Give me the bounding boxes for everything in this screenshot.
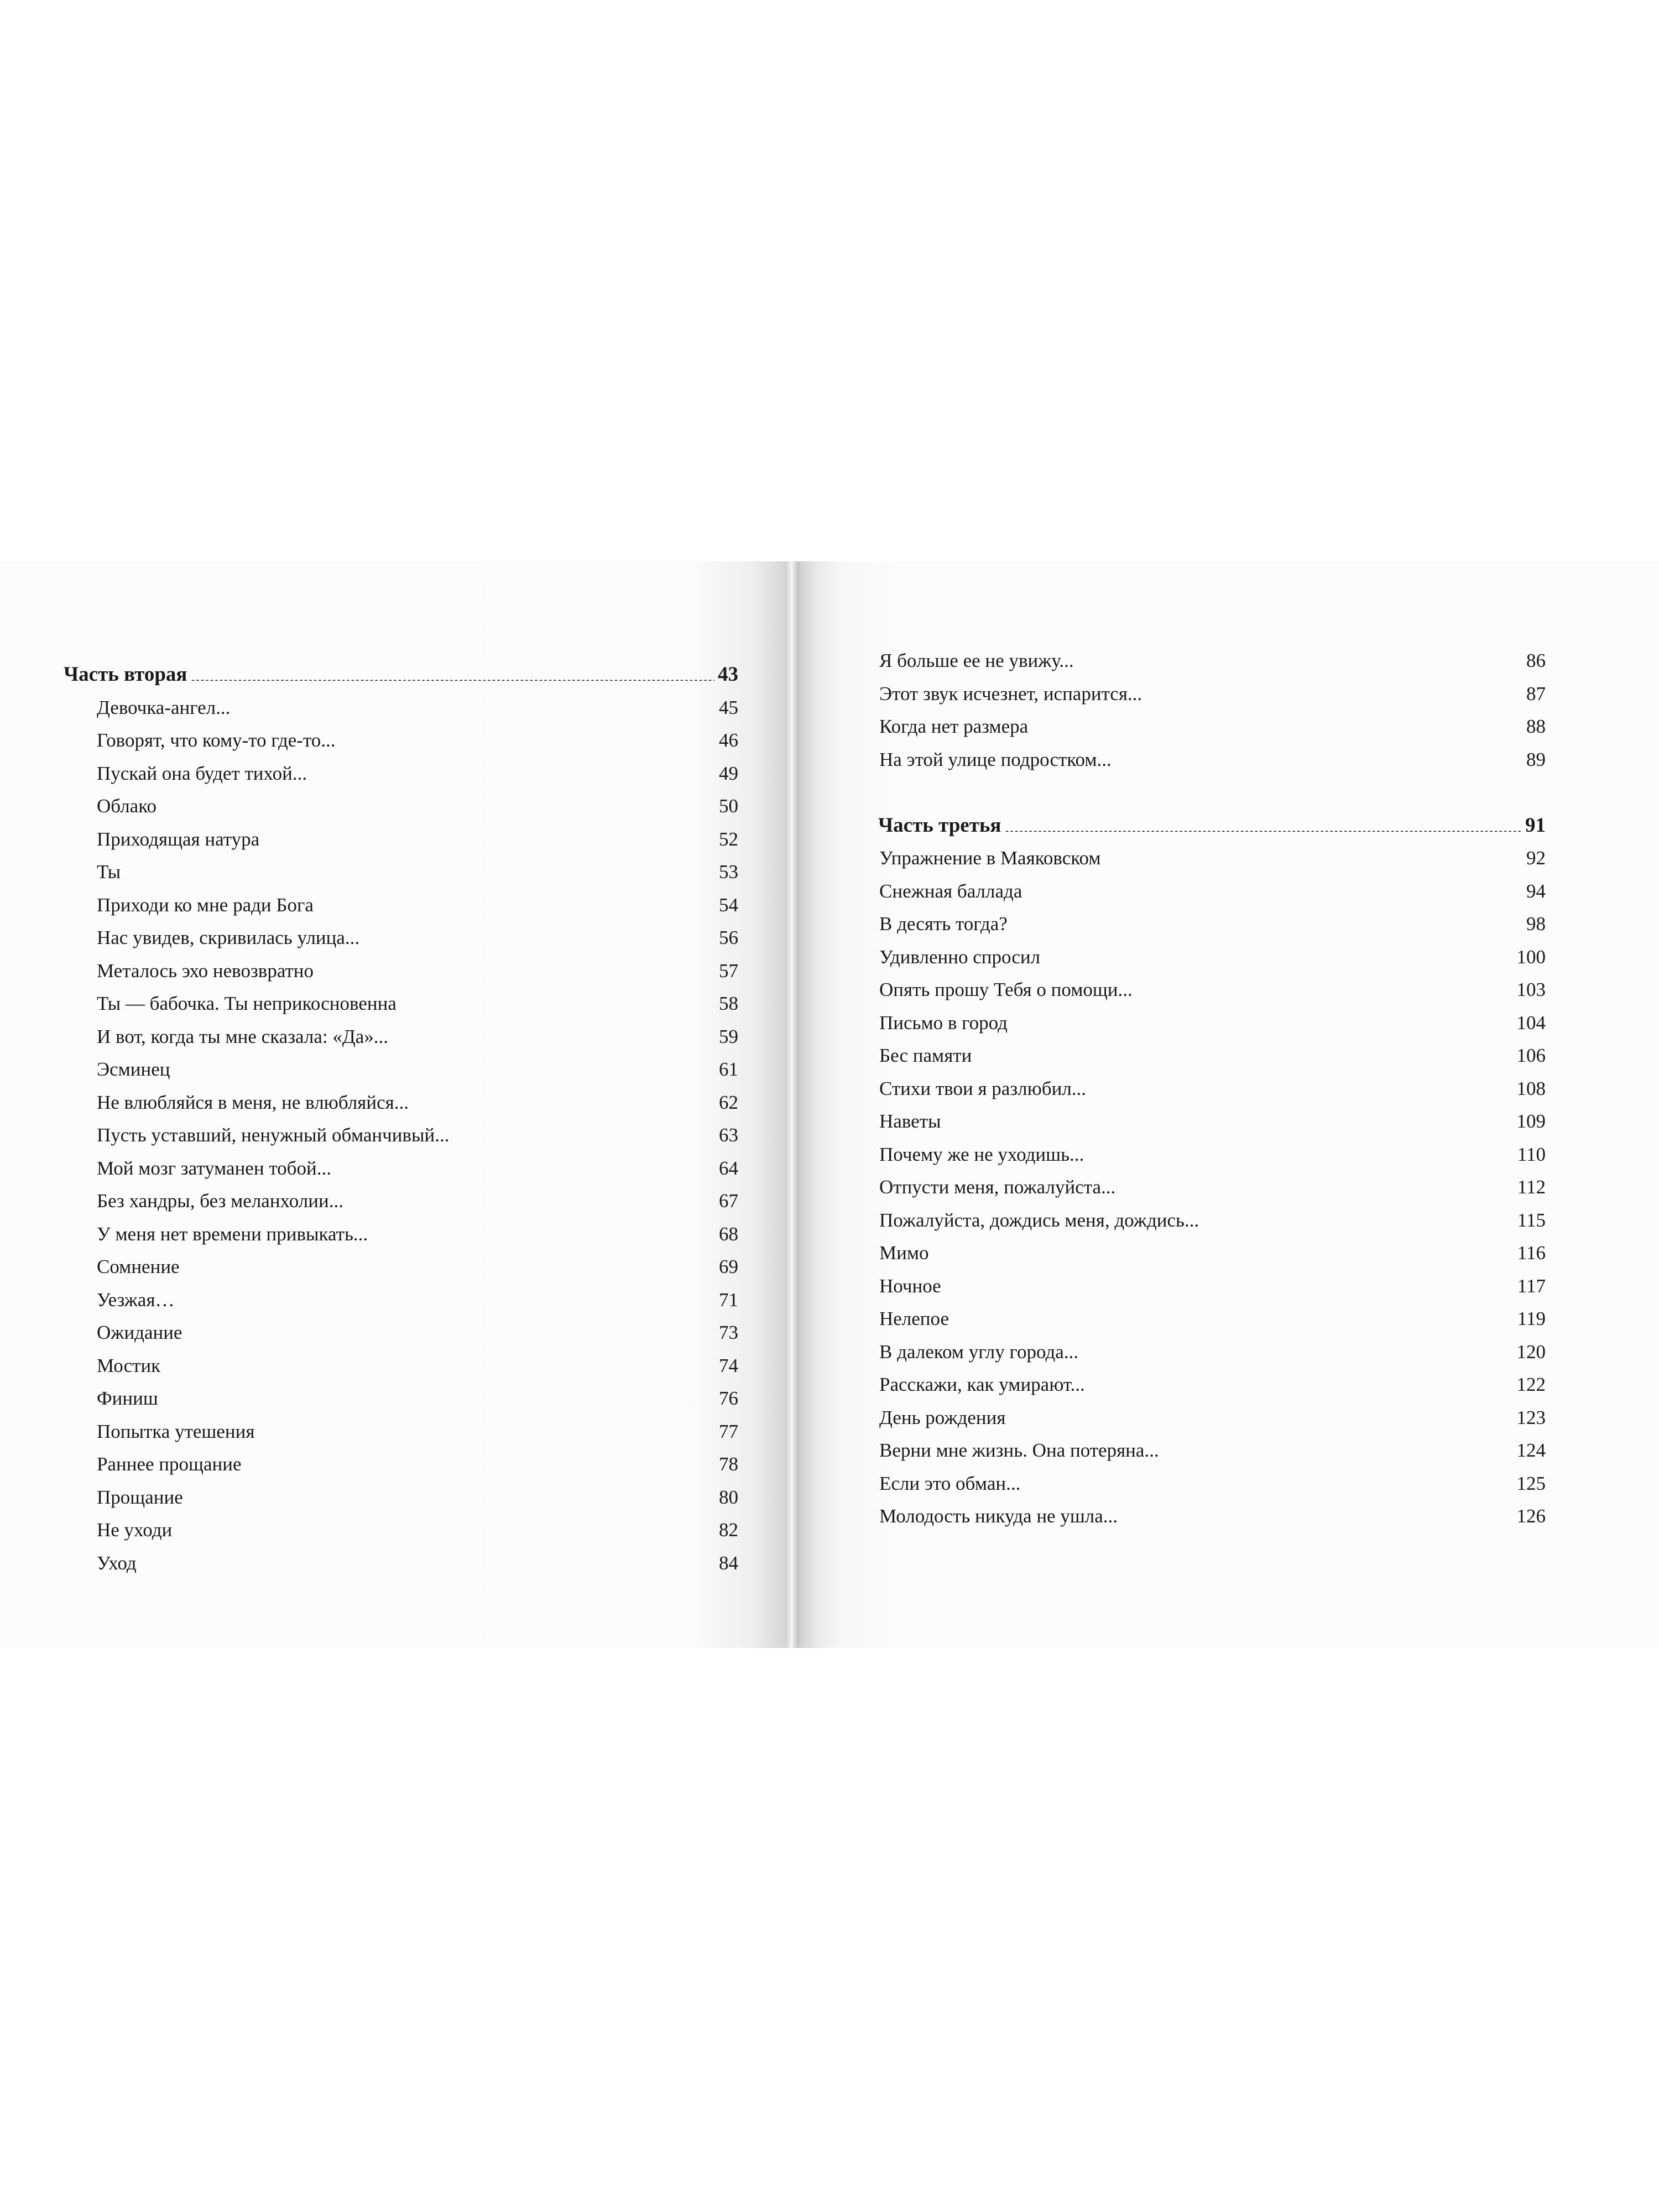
- entry-page-number: 104: [1516, 1011, 1546, 1034]
- toc-entry: [64, 757, 738, 790]
- entry-page-number: 57: [719, 959, 738, 982]
- entry-title: И вот, когда ты мне сказала: «Да»...: [97, 1025, 389, 1047]
- dot-leader: [317, 958, 716, 977]
- toc-entry: [64, 1415, 738, 1448]
- toc-entry: [879, 875, 1546, 908]
- entry-page-number: 80: [719, 1486, 738, 1508]
- dot-leader: [1119, 1174, 1514, 1193]
- dot-leader: [1025, 878, 1523, 898]
- entry-page-number: 88: [1526, 716, 1546, 737]
- toc-entry: [879, 1270, 1546, 1303]
- toc-entry: [879, 710, 1546, 743]
- entry-title: Не уходи: [97, 1519, 173, 1541]
- dot-leader: [945, 1273, 1514, 1292]
- toc-entry: [879, 677, 1546, 711]
- dot-leader: [183, 1254, 716, 1273]
- dot-leader: [1009, 1405, 1514, 1424]
- toc-entry: [879, 1434, 1546, 1467]
- dot-leader: [160, 793, 716, 812]
- entry-title: Снежная баллада: [879, 880, 1022, 902]
- entry-page-number: 116: [1517, 1242, 1546, 1264]
- toc-entry: [64, 1547, 738, 1580]
- dot-leader: [347, 1188, 716, 1207]
- entry-title: Бес памяти: [879, 1045, 972, 1066]
- dot-leader: [944, 1108, 1513, 1128]
- entry-title: Когда нет размера: [879, 716, 1029, 737]
- toc-entry: [64, 1284, 738, 1317]
- entry-title: Уезжая…: [97, 1288, 175, 1311]
- dot-leader: [1088, 1371, 1514, 1391]
- entry-title: Мостик: [97, 1354, 161, 1376]
- dot-leader: [1136, 977, 1514, 996]
- dot-leader: [363, 925, 716, 944]
- entry-title: Девочка-ангел...: [97, 696, 231, 718]
- toc-entry: [64, 1053, 738, 1086]
- entry-page-number: 123: [1516, 1406, 1546, 1428]
- entry-page-number: 64: [719, 1157, 738, 1179]
- toc-entry: [64, 1152, 738, 1185]
- toc-entry: [879, 1302, 1546, 1335]
- entry-page-number: 106: [1516, 1045, 1546, 1066]
- dot-leader: [178, 1287, 716, 1306]
- toc-part-heading: [878, 809, 1546, 842]
- entry-title: Стихи твои я разлюбил...: [879, 1077, 1087, 1099]
- entry-page-number: 49: [719, 762, 738, 784]
- dot-leader: [186, 1484, 716, 1504]
- book-spread: [0, 561, 1659, 1648]
- dot-leader: [186, 1319, 716, 1339]
- section-gap: [879, 776, 1546, 809]
- dot-leader: [1077, 648, 1523, 667]
- dot-leader: [453, 1122, 716, 1141]
- entry-page-number: 62: [719, 1091, 738, 1113]
- entry-page-number: 86: [1526, 650, 1546, 671]
- dot-leader: [1087, 1141, 1514, 1161]
- part-page-number: 91: [1525, 813, 1546, 837]
- dot-leader: [1031, 713, 1523, 733]
- dot-leader: [190, 660, 714, 681]
- entry-title: Упражнение в Маяковском: [879, 847, 1101, 869]
- entry-title: Ожидание: [97, 1322, 182, 1343]
- toc-entry: [879, 1039, 1546, 1072]
- entry-title: Наветы: [879, 1110, 941, 1132]
- entry-title: Расскажи, как умирают...: [879, 1374, 1085, 1395]
- dot-leader: [175, 1517, 716, 1536]
- toc-entry: [64, 1448, 738, 1481]
- left-toc-list: [64, 658, 738, 1579]
- entry-title: Ты: [97, 861, 121, 883]
- entry-page-number: 76: [719, 1387, 738, 1409]
- entry-title: У меня нет времени привыкать...: [97, 1223, 368, 1245]
- toc-entry: [879, 1500, 1546, 1533]
- entry-title: Раннее прощание: [97, 1453, 242, 1475]
- entry-page-number: 59: [719, 1025, 738, 1047]
- dot-leader: [1004, 811, 1522, 832]
- dot-leader: [1089, 1076, 1513, 1095]
- entry-page-number: 84: [719, 1552, 738, 1574]
- right-toc-list: [879, 644, 1546, 1533]
- toc-entry: [879, 1401, 1546, 1434]
- toc-entry: [879, 1171, 1546, 1204]
- toc-entry: [64, 921, 738, 954]
- entry-page-number: 45: [719, 696, 738, 718]
- toc-entry: [64, 790, 738, 823]
- entry-title: На этой улице подростком...: [879, 748, 1112, 770]
- toc-entry: [879, 1204, 1546, 1237]
- entry-title: Нас увидев, скривилась улица...: [97, 927, 360, 948]
- toc-entry: [879, 743, 1546, 776]
- dot-leader: [339, 727, 716, 747]
- toc-entry: [879, 1368, 1546, 1401]
- dot-leader: [140, 1550, 716, 1569]
- toc-entry: [879, 973, 1546, 1006]
- entry-page-number: 67: [719, 1190, 738, 1212]
- dot-leader: [1202, 1207, 1514, 1227]
- toc-entry: [64, 1185, 738, 1218]
- toc-entry: [879, 1237, 1546, 1270]
- entry-page-number: 109: [1516, 1110, 1546, 1132]
- dot-leader: [1044, 944, 1513, 963]
- dot-leader: [124, 859, 716, 878]
- entry-page-number: 54: [719, 894, 738, 916]
- entry-title: Облако: [97, 795, 156, 817]
- dot-leader: [161, 1385, 716, 1405]
- toc-entry: [879, 1467, 1546, 1500]
- entry-title: Отпусти меня, пожалуйста...: [879, 1176, 1116, 1198]
- entry-page-number: 63: [719, 1124, 738, 1146]
- dot-leader: [1011, 1010, 1514, 1029]
- dot-leader: [1145, 681, 1523, 700]
- entry-title: Ночное: [879, 1275, 941, 1297]
- toc-entry: [879, 1006, 1546, 1040]
- toc-entry: [879, 1138, 1546, 1171]
- entry-page-number: 50: [719, 795, 738, 817]
- dot-leader: [1024, 1470, 1513, 1490]
- entry-title: Не влюбляйся в меня, не влюбляйся...: [97, 1091, 409, 1113]
- toc-entry: [64, 1250, 738, 1284]
- entry-title: Пусть уставший, ненужный обманчивый...: [97, 1124, 450, 1146]
- dot-leader: [164, 1353, 716, 1372]
- entry-title: Мой мозг затуманен тобой...: [97, 1157, 331, 1179]
- part-title: Часть вторая: [64, 663, 187, 686]
- dot-leader: [1082, 1339, 1513, 1358]
- dot-leader: [412, 1089, 716, 1109]
- toc-entry: [879, 1105, 1546, 1138]
- entry-page-number: 120: [1516, 1340, 1546, 1363]
- entry-page-number: 112: [1517, 1176, 1546, 1198]
- dot-leader: [371, 1221, 716, 1240]
- entry-title: Пускай она будет тихой...: [97, 762, 307, 784]
- entry-title: Уход: [97, 1552, 137, 1574]
- entry-title: Если это обман...: [879, 1472, 1021, 1494]
- toc-entry: [879, 644, 1546, 677]
- entry-page-number: 52: [719, 828, 738, 850]
- dot-leader: [932, 1240, 1514, 1259]
- entry-page-number: 87: [1526, 682, 1546, 705]
- entry-title: Прощание: [97, 1486, 183, 1508]
- dot-leader: [1121, 1503, 1513, 1522]
- dot-leader: [1115, 747, 1523, 766]
- entry-page-number: 77: [719, 1420, 738, 1442]
- entry-title: Ты — бабочка. Ты неприкосновенна: [97, 993, 397, 1014]
- entry-page-number: 98: [1526, 913, 1546, 935]
- toc-entry: [879, 842, 1546, 875]
- entry-page-number: 71: [719, 1288, 738, 1311]
- entry-page-number: 122: [1516, 1374, 1546, 1395]
- entry-page-number: 74: [719, 1354, 738, 1376]
- entry-title: Пожалуйста, дождись меня, дождись...: [879, 1209, 1199, 1231]
- toc-entry: [64, 954, 738, 988]
- entry-title: Приходящая натура: [97, 828, 260, 850]
- entry-page-number: 110: [1517, 1143, 1546, 1165]
- entry-title: Нелепое: [879, 1308, 950, 1329]
- dot-leader: [952, 1306, 1514, 1325]
- entry-page-number: 119: [1517, 1308, 1546, 1329]
- toc-entry: [64, 1020, 738, 1053]
- entry-title: Этот звук исчезнет, испарится...: [879, 682, 1142, 705]
- entry-page-number: 89: [1526, 748, 1546, 770]
- entry-title: День рождения: [879, 1406, 1006, 1428]
- entry-page-number: 115: [1517, 1209, 1546, 1231]
- entry-page-number: 78: [719, 1453, 738, 1475]
- toc-entry: [64, 1382, 738, 1415]
- dot-leader: [1011, 911, 1523, 930]
- toc-entry: [64, 1086, 738, 1119]
- entry-page-number: 108: [1516, 1077, 1546, 1099]
- entry-title: Финиш: [97, 1387, 158, 1409]
- entry-title: Говорят, что кому-то где-то...: [97, 729, 336, 751]
- toc-entry: [879, 1072, 1546, 1105]
- entry-title: Почему же не уходишь...: [879, 1143, 1084, 1165]
- entry-title: Приходи ко мне ради Бога: [97, 894, 314, 916]
- entry-title: Верни мне жизнь. Она потеряна...: [879, 1439, 1159, 1461]
- dot-leader: [975, 1042, 1513, 1062]
- entry-page-number: 46: [719, 729, 738, 751]
- entry-page-number: 117: [1517, 1275, 1546, 1297]
- dot-leader: [263, 826, 716, 846]
- entry-page-number: 82: [719, 1519, 738, 1541]
- entry-title: Сомнение: [97, 1256, 180, 1277]
- dot-leader: [317, 892, 716, 911]
- toc-entry: [64, 1119, 738, 1152]
- dot-leader: [1162, 1437, 1514, 1457]
- entry-page-number: 94: [1526, 880, 1546, 902]
- entry-page-number: 73: [719, 1322, 738, 1343]
- entry-page-number: 103: [1516, 979, 1546, 1000]
- toc-entry: [64, 691, 738, 724]
- dot-leader: [392, 1024, 716, 1043]
- book-gutter: [785, 561, 799, 1648]
- entry-page-number: 68: [719, 1223, 738, 1245]
- entry-page-number: 58: [719, 993, 738, 1014]
- entry-page-number: 53: [719, 861, 738, 883]
- entry-page-number: 56: [719, 927, 738, 948]
- entry-page-number: 92: [1526, 847, 1546, 869]
- entry-page-number: 69: [719, 1256, 738, 1277]
- dot-leader: [233, 695, 716, 714]
- part-page-number: 43: [718, 663, 738, 686]
- dot-leader: [245, 1451, 716, 1470]
- entry-title: Опять прошу Тебя о помощи...: [879, 979, 1133, 1000]
- entry-page-number: 126: [1516, 1505, 1546, 1527]
- entry-page-number: 125: [1516, 1472, 1546, 1494]
- entry-page-number: 61: [719, 1058, 738, 1080]
- entry-title: Эсминец: [97, 1058, 170, 1080]
- entry-title: Удивленно спросил: [879, 946, 1041, 968]
- toc-entry: [64, 855, 738, 889]
- dot-leader: [400, 990, 716, 1010]
- entry-page-number: 124: [1516, 1439, 1546, 1461]
- dot-leader: [258, 1418, 716, 1438]
- toc-entry: [64, 1218, 738, 1251]
- dot-leader: [335, 1155, 716, 1175]
- toc-entry: [64, 987, 738, 1020]
- entry-page-number: 100: [1516, 946, 1546, 968]
- toc-entry: [64, 1481, 738, 1514]
- toc-entry: [64, 1514, 738, 1547]
- entry-title: Мимо: [879, 1242, 929, 1264]
- entry-title: Я больше ее не увижу...: [879, 650, 1074, 671]
- entry-title: Без хандры, без меланхолии...: [97, 1190, 343, 1212]
- toc-entry: [879, 907, 1546, 941]
- dot-leader: [174, 1056, 716, 1076]
- toc-entry: [879, 941, 1546, 974]
- entry-title: Письмо в город: [879, 1011, 1008, 1034]
- toc-entry: [64, 889, 738, 922]
- left-page: [0, 561, 785, 1648]
- toc-part-heading: [64, 658, 738, 691]
- part-title: Часть третья: [878, 813, 1001, 837]
- dot-leader: [1104, 845, 1523, 864]
- entry-title: Попытка утешения: [97, 1420, 255, 1442]
- toc-entry: [64, 724, 738, 757]
- toc-entry: [64, 823, 738, 856]
- toc-entry: [64, 1316, 738, 1349]
- entry-title: Молодость никуда не ушла...: [879, 1505, 1118, 1527]
- entry-title: В далеком углу города...: [879, 1340, 1079, 1363]
- entry-title: В десять тогда?: [879, 913, 1008, 935]
- toc-entry: [64, 1349, 738, 1383]
- dot-leader: [310, 760, 716, 780]
- entry-title: Металось эхо невозвратно: [97, 959, 314, 982]
- toc-entry: [879, 1335, 1546, 1369]
